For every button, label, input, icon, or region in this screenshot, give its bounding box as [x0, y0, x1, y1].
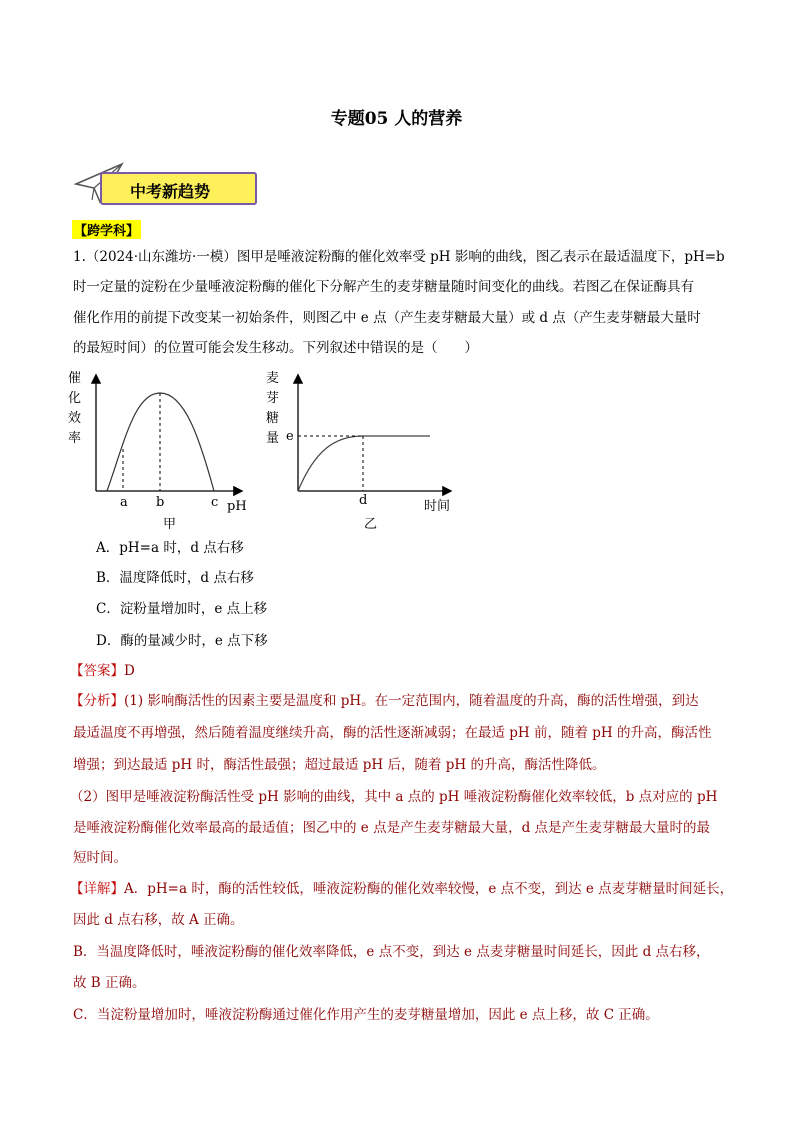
option-d: D．酶的量减少时，e 点下移 [96, 633, 268, 649]
tick-label: a [120, 495, 128, 510]
analysis-line: 短时间。 [73, 850, 127, 866]
answer-line: 【答案】D [70, 663, 135, 679]
detail-line: C．当淀粉量增加时，唾液淀粉酶通过催化作用产生的麦芽糖量增加，因此 e 点上移，故 C 正确。 [73, 1007, 659, 1023]
x-label: pH [227, 499, 247, 514]
figure-caption: 乙 [364, 517, 378, 532]
category-tag: 【跨学科】 [72, 220, 141, 239]
y-label-char: 化 [68, 391, 82, 406]
tick-label: c [211, 495, 219, 510]
option-a: A．pH=a 时，d 点右移 [96, 540, 244, 556]
y-label-char: 量 [266, 431, 280, 446]
y-label-char: 催 [68, 371, 82, 386]
figure-caption: 甲 [163, 517, 177, 532]
y-label-char: 芽 [266, 391, 280, 406]
figure-jia [68, 370, 247, 532]
detail-line: B．当温度降低时，唾液淀粉酶的催化效率降低，e 点不变，到达 e 点麦芽糖量时间延长，因此 d 点右移， [73, 944, 710, 960]
question-line: 的最短时间）的位置可能会发生移动。下列叙述中错误的是（ ） [73, 340, 478, 356]
detail-line: 故 B 正确。 [73, 975, 146, 991]
tick-label: b [156, 495, 165, 510]
analysis-line: 最适温度不再增强，然后随着温度继续升高，酶的活性逐渐减弱；在最适 pH 前，随着 pH 的升高，酶活性 [73, 725, 712, 741]
analysis-line: 是唾液淀粉酶催化效率最高的最适值；图乙中的 e 点是产生麦芽糖最大量，d 点是产生麦芽糖最大量时的最 [73, 820, 711, 836]
y-label-char: 效 [68, 411, 82, 426]
y-label-char: 麦 [266, 371, 280, 386]
question-figure [0, 0, 793, 540]
question-line: 催化作用的前提下改变某一初始条件，则图乙中 e 点（产生麦芽糖最大量）或 d 点（产生麦芽糖最大量时 [73, 310, 701, 326]
maltose-curve [298, 436, 430, 491]
analysis-line: （2）图甲是唾液淀粉酶活性受 pH 影响的曲线，其中 a 点的 pH 唾液淀粉酶催化效率较低，b 点对应的 pH [70, 789, 718, 805]
option-c: C．淀粉量增加时，e 点上移 [96, 601, 268, 617]
page-title: 专题05 人的营养 [330, 109, 463, 129]
analysis-line: 【分析】(1) 影响酶活性的因素主要是温度和 pH。在一定范围内，随着温度的升高，酶的活性增强，到达 [70, 693, 699, 709]
detail-line: 因此 d 点右移，故 A 正确。 [73, 912, 244, 928]
tick-label: d [359, 493, 368, 508]
detail-line: 【详解】A．pH=a 时，酶的活性较低，唾液淀粉酶的催化效率较慢，e 点不变，到达 e 点麦芽糖量时间延长， [70, 881, 734, 897]
y-level-label: e [286, 429, 294, 444]
figure-yi [266, 370, 450, 532]
y-label-char: 糖 [266, 411, 280, 426]
section-banner: 中考新趋势 [100, 172, 257, 205]
analysis-line: 增强；到达最适 pH 时，酶活性最强；超过最适 pH 后，随着 pH 的升高，酶活性降低。 [73, 757, 606, 773]
question-line: 时一定量的淀粉在少量唾液淀粉酶的催化下分解产生的麦芽糖量随时间变化的曲线。若图乙在保证酶具有 [73, 279, 694, 295]
x-label: 时间 [424, 499, 451, 514]
question-line: 1.（2024·山东潍坊·一模）图甲是唾液淀粉酶的催化效率受 pH 影响的曲线，图乙表示在最适温度下，pH=b [73, 249, 725, 265]
option-b: B．温度降低时，d 点右移 [96, 570, 254, 586]
y-label-char: 率 [68, 431, 82, 446]
